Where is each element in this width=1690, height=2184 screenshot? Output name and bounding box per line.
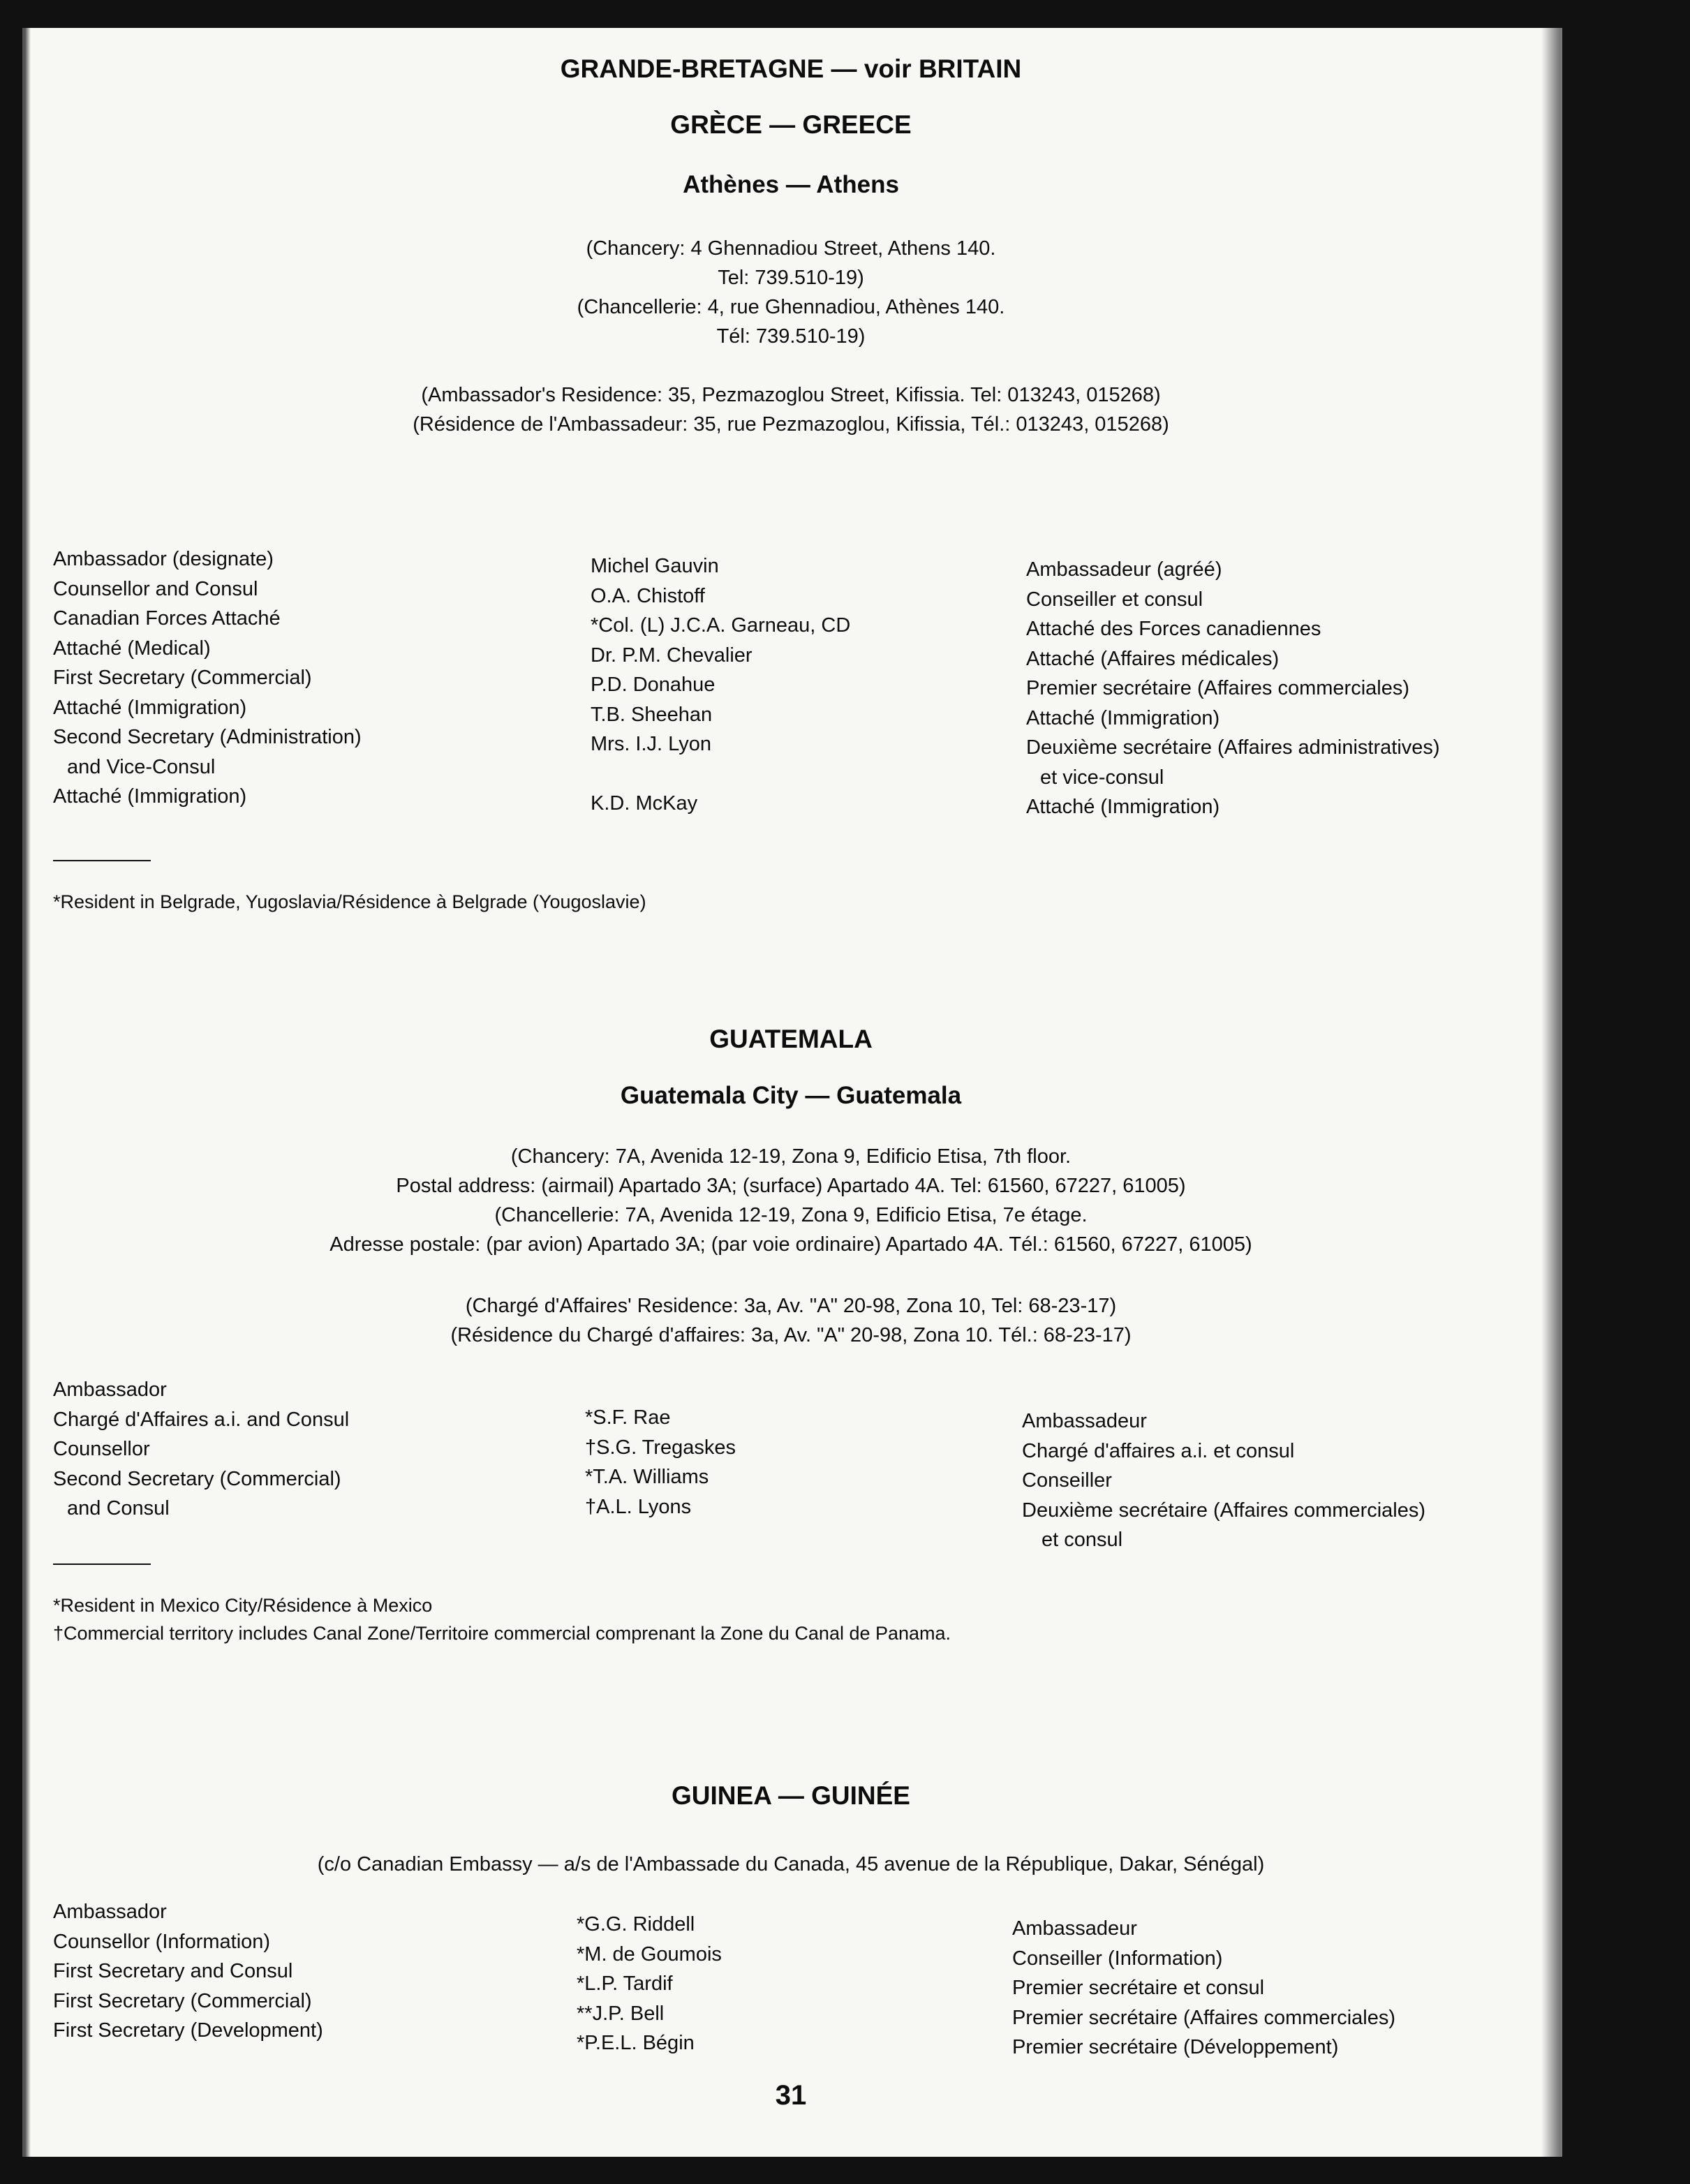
guinea-titles-french bbox=[1012, 1914, 1395, 2063]
title-entry: First Secretary (Development) bbox=[53, 2019, 323, 2042]
greece-chancery-address bbox=[13, 234, 1569, 351]
title-entry: et consul bbox=[1042, 1529, 1123, 1551]
page-number: 31 bbox=[775, 2080, 807, 2111]
title-entry: and Vice-Consul bbox=[67, 755, 216, 778]
title-entry: Attaché (Immigration) bbox=[1026, 706, 1220, 729]
address-line: (Chargé d'Affaires' Residence: 3a, Av. "A" 20-98, Zona 10, Tel: 68-23-17) bbox=[465, 1295, 1117, 1317]
guinea-titles-english bbox=[53, 1897, 323, 2046]
title-entry: Counsellor (Information) bbox=[53, 1930, 271, 1953]
officer-name: P.D. Donahue bbox=[591, 674, 716, 696]
officer-name: Dr. P.M. Chevalier bbox=[591, 644, 753, 667]
guatemala-city-heading: Guatemala City — Guatemala bbox=[620, 1082, 962, 1109]
title-entry: Ambassador bbox=[53, 1379, 167, 1401]
greece-residence-address bbox=[13, 380, 1569, 439]
officer-name: *T.A. Williams bbox=[585, 1466, 709, 1488]
officer-name: †A.L. Lyons bbox=[585, 1495, 692, 1518]
title-entry: First Secretary (Commercial) bbox=[53, 667, 312, 689]
greece-titles-french bbox=[1026, 555, 1440, 822]
title-entry: Premier secrétaire et consul bbox=[1012, 1977, 1265, 1999]
title-entry: Chargé d'Affaires a.i. and Consul bbox=[53, 1408, 350, 1431]
title-entry: Second Secretary (Administration) bbox=[53, 726, 362, 748]
title-entry: Ambassador (designate) bbox=[53, 548, 274, 570]
title-entry: and Consul bbox=[67, 1497, 170, 1520]
document-page bbox=[13, 28, 1569, 2157]
address-line: (Résidence de l'Ambassadeur: 35, rue Pezmazoglou, Kifissia, Tél.: 013243, 015268) bbox=[413, 413, 1169, 436]
title-entry: Attaché des Forces canadiennes bbox=[1026, 618, 1321, 640]
title-entry: Attaché (Affaires médicales) bbox=[1026, 647, 1280, 670]
address-line: (Résidence du Chargé d'affaires: 3a, Av. "A" 20-98, Zona 10. Tél.: 68-23-17) bbox=[450, 1324, 1132, 1346]
title-entry: Canadian Forces Attaché bbox=[53, 607, 281, 630]
footnote-rule bbox=[53, 860, 151, 861]
officer-name: *Col. (L) J.C.A. Garneau, CD bbox=[591, 614, 851, 637]
title-entry: Ambassador bbox=[53, 1901, 167, 1923]
greece-country-heading: GRÈCE — GREECE bbox=[670, 110, 912, 139]
greece-titles-english bbox=[53, 544, 362, 812]
address-line: Adresse postale: (par avion) Apartado 3A; (par voie ordinaire) Apartado 4A. Tél.: 61560, 67227, 61005) bbox=[329, 1233, 1252, 1256]
title-entry: Ambassadeur bbox=[1012, 1917, 1137, 1940]
title-entry: Counsellor and Consul bbox=[53, 577, 258, 600]
title-entry: Premier secrétaire (Affaires commerciales) bbox=[1012, 2006, 1395, 2029]
officer-name: †S.G. Tregaskes bbox=[585, 1436, 736, 1459]
address-line: Postal address: (airmail) Apartado 3A; (surface) Apartado 4A. Tel: 61560, 67227, 61005) bbox=[396, 1175, 1186, 1197]
title-entry: Attaché (Immigration) bbox=[53, 696, 247, 719]
title-entry: Premier secrétaire (Développement) bbox=[1012, 2036, 1339, 2058]
guatemala-residence-address bbox=[13, 1291, 1569, 1350]
footnote-line: *Resident in Mexico City/Résidence à Mexico bbox=[53, 1595, 433, 1616]
officer-name: T.B. Sheehan bbox=[591, 703, 713, 726]
title-entry: Attaché (Immigration) bbox=[53, 785, 247, 808]
guatemala-names bbox=[585, 1403, 736, 1522]
address-line: (Ambassador's Residence: 35, Pezmazoglou Street, Kifissia. Tel: 013243, 015268) bbox=[421, 384, 1161, 406]
officer-name: **J.P. Bell bbox=[577, 2002, 665, 2025]
guatemala-titles-french bbox=[1022, 1406, 1425, 1555]
title-entry: First Secretary and Consul bbox=[53, 1960, 293, 1982]
guatemala-country-heading: GUATEMALA bbox=[709, 1025, 873, 1053]
footnote-rule bbox=[53, 1563, 151, 1565]
guinea-names bbox=[577, 1910, 722, 2058]
address-line: (Chancery: 7A, Avenida 12-19, Zona 9, Edificio Etisa, 7th floor. bbox=[510, 1145, 1072, 1168]
title-entry: Conseiller et consul bbox=[1026, 588, 1203, 611]
title-entry: Counsellor bbox=[53, 1438, 150, 1460]
officer-name: O.A. Chistoff bbox=[591, 584, 705, 607]
officer-name: *G.G. Riddell bbox=[577, 1913, 695, 1936]
title-entry: First Secretary (Commercial) bbox=[53, 1989, 312, 2012]
officer-name: Mrs. I.J. Lyon bbox=[591, 733, 711, 755]
title-entry: Deuxième secrétaire (Affaires administratives) bbox=[1026, 736, 1440, 759]
title-entry: Deuxième secrétaire (Affaires commerciales) bbox=[1022, 1499, 1426, 1522]
greece-city-heading: Athènes — Athens bbox=[683, 171, 899, 198]
title-entry: Conseiller (Information) bbox=[1012, 1947, 1223, 1970]
greece-footnote: *Resident in Belgrade, Yugoslavia/Résidence à Belgrade (Yougoslavie) bbox=[53, 891, 646, 912]
officer-name: K.D. McKay bbox=[591, 792, 698, 815]
greece-names bbox=[591, 551, 850, 819]
grande-bretagne-heading: GRANDE-BRETAGNE — voir BRITAIN bbox=[560, 54, 1022, 83]
address-line: Tél: 739.510-19) bbox=[716, 325, 866, 348]
officer-name-blank bbox=[591, 759, 850, 789]
officer-name: Michel Gauvin bbox=[591, 555, 719, 577]
officer-name: *L.P. Tardif bbox=[577, 1973, 673, 1995]
footnote-line: †Commercial territory includes Canal Zone/Territoire commercial comprenant la Zone du Canal de Panama. bbox=[53, 1623, 951, 1644]
guinea-address: (c/o Canadian Embassy — a/s de l'Ambassade du Canada, 45 avenue de la République, Dakar, Sénégal) bbox=[317, 1853, 1265, 1875]
guatemala-footnotes bbox=[53, 1591, 951, 1647]
officer-name: *P.E.L. Bégin bbox=[577, 2032, 695, 2054]
title-entry: Attaché (Immigration) bbox=[1026, 796, 1220, 818]
title-entry: Ambassadeur bbox=[1022, 1410, 1147, 1432]
title-entry: Premier secrétaire (Affaires commerciales) bbox=[1026, 677, 1409, 699]
officer-name: *M. de Goumois bbox=[577, 1942, 722, 1966]
guinea-country-heading: GUINEA — GUINÉE bbox=[672, 1781, 910, 1810]
title-entry: Conseiller bbox=[1022, 1469, 1112, 1492]
title-entry: Chargé d'affaires a.i. et consul bbox=[1022, 1439, 1295, 1462]
officer-name: *S.F. Rae bbox=[585, 1406, 671, 1429]
title-entry: Attaché (Medical) bbox=[53, 637, 211, 660]
guatemala-titles-english bbox=[53, 1375, 349, 1524]
title-entry: Second Secretary (Commercial) bbox=[53, 1467, 341, 1490]
address-line: (Chancellerie: 7A, Avenida 12-19, Zona 9, Edificio Etisa, 7e étage. bbox=[494, 1204, 1088, 1226]
address-line: Tel: 739.510-19) bbox=[718, 267, 864, 289]
address-line: (Chancery: 4 Ghennadiou Street, Athens 140. bbox=[586, 237, 996, 260]
title-entry: Ambassadeur (agréé) bbox=[1026, 558, 1222, 581]
address-line: (Chancellerie: 4, rue Ghennadiou, Athènes 140. bbox=[577, 296, 1005, 318]
title-entry: et vice-consul bbox=[1040, 766, 1164, 789]
guatemala-chancery-address bbox=[13, 1142, 1569, 1259]
